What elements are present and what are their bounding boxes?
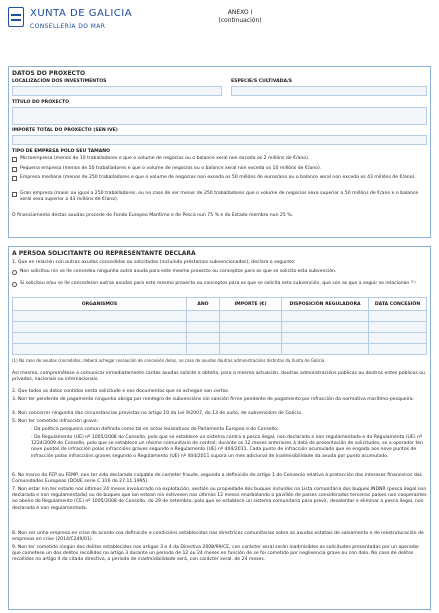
size-option-medium: Empresa mediana (menos de 250 traballadores e que o volume de negocios non exceda os 50 millóns de euros/ano ou o balance xeral non exceda os 43 millóns de €/ano). (20, 175, 416, 180)
col-organismos: ORGANISMOS (13, 298, 187, 311)
large-checkbox[interactable] (12, 192, 17, 197)
size-option-large: Gran empresa (maior ou igual a 250 traballadores, ou no caso de ser menor de 250 traballadores que o volume de negocios sexa superior a 50 millóns de €/ano e o balance xeral sexa superior a 43 millóns de €/ano). (20, 191, 419, 203)
footnote: (1) No caso de axudas concedidas, deberá achegar resolución de concesión delas, no caso de axudas doutras administracións distintas da Xunta de Galicia. (12, 358, 326, 363)
item-4: 4. Non concorrer ningunha das circunstancias previstas no artigo 10 da Lei 9/2007, do 13 de xuño, de subvencións de Galicia. (12, 411, 303, 416)
aid-table-cell[interactable] (282, 344, 369, 355)
item-5b: - Do Regulamento (UE) nº 1005/2008 do Consello, polo que se establece un sistema contra a pesca ilegal, non declarada e non regulamentada e do Regulamento (UE) nº 1224/2009 do Consello, polo que se establece un réxime comunitario de control; durante os 12 meses anteriores á data de presentación de solicitudes, se o operador ten nove puntos de infracción polas infraccións graves segundo o Regulamento (UE) nº 404/2011. Cada punto de infracción acumulado que se engada aos nove puntos de infracción polas infraccións graves segundo o Regulamento (UE) nº 404/2011 suporá un mes adicional de inadmisibilidade da axuda por punto acumulado. (31, 435, 423, 459)
section-title: A PERSOA SOLICITANTE OU REPRESENTANTE DECLARA (12, 250, 196, 257)
col-disposicion: DISPOSICIÓN REGULADORA (282, 298, 369, 311)
aid-table-cell[interactable] (186, 344, 219, 355)
aid-table-cell[interactable] (13, 322, 187, 333)
aid-table-cell[interactable] (282, 311, 369, 322)
col-data: DATA CONCESIÓN (369, 298, 427, 311)
item-8: 8. Non ser unha empresa en crise de acordo coa definición e condicións establecidas nas directrices comunitarias sobre as axudas estatais de salvamento e de reestruturación de empresas en crise (2014/C249/01). (12, 531, 424, 543)
location-label: LOCALIZACIÓN DOS INVESTIMENTOS (12, 79, 107, 84)
aid-table-cell[interactable] (219, 344, 281, 355)
aid-table-cell[interactable] (369, 333, 427, 344)
item-3: 3. Non ter pendente de pagamento ningunha obriga por reintegro de subvencións nin sanción firme pendente de pagamento por infracción da normativa marítimo-pesqueira. (12, 397, 415, 402)
page-header (0, 0, 439, 52)
dept-name: CONSELLERÍA DO MAR (30, 23, 106, 30)
medium-checkbox[interactable] (12, 176, 17, 181)
funding-note: O financiamento destas axudas procede do Fondo Europeo Marítimo e de Pesca nun 75 % e do Estado membro nun 25 %. (12, 213, 294, 218)
aid-table-cell[interactable] (282, 322, 369, 333)
aid-table-cell[interactable] (219, 322, 281, 333)
option-aid: Si solicitou e/ou se lle concederon outras axudas para este mesmo proxecto ou conceptos para os que se solicita esta subvención, que son as que a seguir se relacionan ⁽¹⁾: (20, 281, 417, 286)
aid-table (12, 297, 427, 355)
aid-table-cell[interactable] (186, 311, 219, 322)
title-label: TÍTULO DO PROXECTO (12, 100, 70, 105)
aid-table-cell[interactable] (13, 333, 187, 344)
item-2: 2. Que todos os datos contidos nesta solicitude e nos documentos que se achegan son certos. (12, 389, 230, 394)
option-no-aid-radio[interactable] (12, 270, 17, 275)
annex-subtitle: (continuación) (218, 17, 262, 24)
aid-table-row (13, 333, 427, 344)
aid-table-cell[interactable] (369, 311, 427, 322)
item-5: 5. Non ter cometido infracción grave: (12, 419, 99, 424)
aid-table-cell[interactable] (369, 344, 427, 355)
aid-table-cell[interactable] (186, 333, 219, 344)
size-option-small: Pequena empresa (menos de 50 traballadores e que o volume de negocios ou o balance xeral non exceda os 10 millóns de €/ano). (20, 166, 322, 171)
aid-table-cell[interactable] (219, 333, 281, 344)
location-field[interactable] (12, 86, 222, 96)
item-1: 1. Que en relación con outras axudas concedidas ou solicitadas (incluíndo préstamos subvencionados), declara o seguinte: (12, 260, 296, 265)
xunta-logo-icon (8, 7, 24, 27)
aid-table-cell[interactable] (13, 311, 187, 322)
aid-table-row (13, 311, 427, 322)
aid-table-cell[interactable] (282, 333, 369, 344)
declaration-section (8, 246, 431, 610)
aid-table-cell[interactable] (13, 344, 187, 355)
item-5a: - Da política pesqueira común definida como tal en actos lexislativos do Parlamento Europeo e do Consello; (31, 427, 279, 432)
amount-field[interactable] (12, 135, 427, 145)
col-importe: IMPORTE (€) (219, 298, 281, 311)
item-6: 6. No marco do FEP ou FEMP, non ter sido declarado culpable de cometer fraude, segundo a definición do artigo 1 do Convenio relativo á protección dos intereses financeiros das Comunidades Europeas (DOUE serie C 316 do 27.11.1995). (12, 473, 422, 485)
title-field[interactable] (12, 107, 427, 125)
aid-table-cell[interactable] (219, 311, 281, 322)
section-title: DATOS DO PROXECTO (12, 70, 86, 77)
item-9: 9. Non ter cometido ningún dos delitos establecidos nos artigos 3 e 4 da Directiva 2008/99/CE, con carácter xeral serán inadmisibles as solicitudes presentadas por un operador que cometese un dos delitos recollidos no artigo 3 durante un período de 12 ou 24 meses en función de se foi cometido por neglixencia grave ou con dolo. No caso de delitos recollidos no artigo 4 da citada directiva, o período de inadmisibilidade será, con carácter xeral, de 24 meses. (12, 545, 420, 563)
col-ano: ANO (186, 298, 219, 311)
commitment-text: Así mesmo, comprométese a comunicar inmediatamente cantas axudas solicite e obteña, para a mesma actuación, doutras administracións públicas ou doutros entes públicos ou privados, nacionais ou internacionais. (12, 371, 425, 383)
size-label: TIPO DE EMPRESA POLO SEU TAMAÑO (12, 149, 111, 154)
item-7: 7. Non estar nin ter estado nos últimos 24 meses involucrado na explotación, xestión ou propiedade dos buques incluídos na Lista comunitaria dos buques INDNR (pesca ilegal non declarada e non regulamentada) ou de buques que ían estean nin estivesen nos últimos 12 meses enarbolando o pavillón de países considerados terceiros países non cooperantes ao abeiro do Regulamento (CE) nº 1005/2008 do Consello, do 29 de setembro, polo que se establece un sistema comunitario para previr, desalentar e eliminar a pesca ilegal, non declarada e non regulamentada. (12, 487, 427, 511)
option-no-aid: Non solicitou nin se lle concedeu ningunha outra axuda para este mesmo proxecto ou conceptos para os que se solicita esta subvención. (20, 269, 337, 274)
aid-table-row (13, 322, 427, 333)
aid-table-row (13, 344, 427, 355)
project-data-section (8, 66, 431, 238)
small-checkbox[interactable] (12, 167, 17, 172)
annex-heading (200, 9, 280, 25)
org-name: XUNTA DE GALICIA (30, 8, 133, 19)
amount-label: IMPORTE TOTAL DO PROXECTO (SEN IVE) (12, 128, 118, 133)
species-label: ESPECIE/S CULTIVADA/S (231, 79, 293, 84)
annex-title: ANEXO I (227, 9, 253, 16)
micro-checkbox[interactable] (12, 157, 17, 162)
species-field[interactable] (231, 86, 427, 96)
size-option-micro: Microempresa (menos de 10 traballadores e que o volume de negocios ou o balance xeral non exceda os 2 millóns de €/ano). (20, 156, 310, 161)
aid-table-cell[interactable] (186, 322, 219, 333)
option-aid-radio[interactable] (12, 282, 17, 287)
aid-table-cell[interactable] (369, 322, 427, 333)
